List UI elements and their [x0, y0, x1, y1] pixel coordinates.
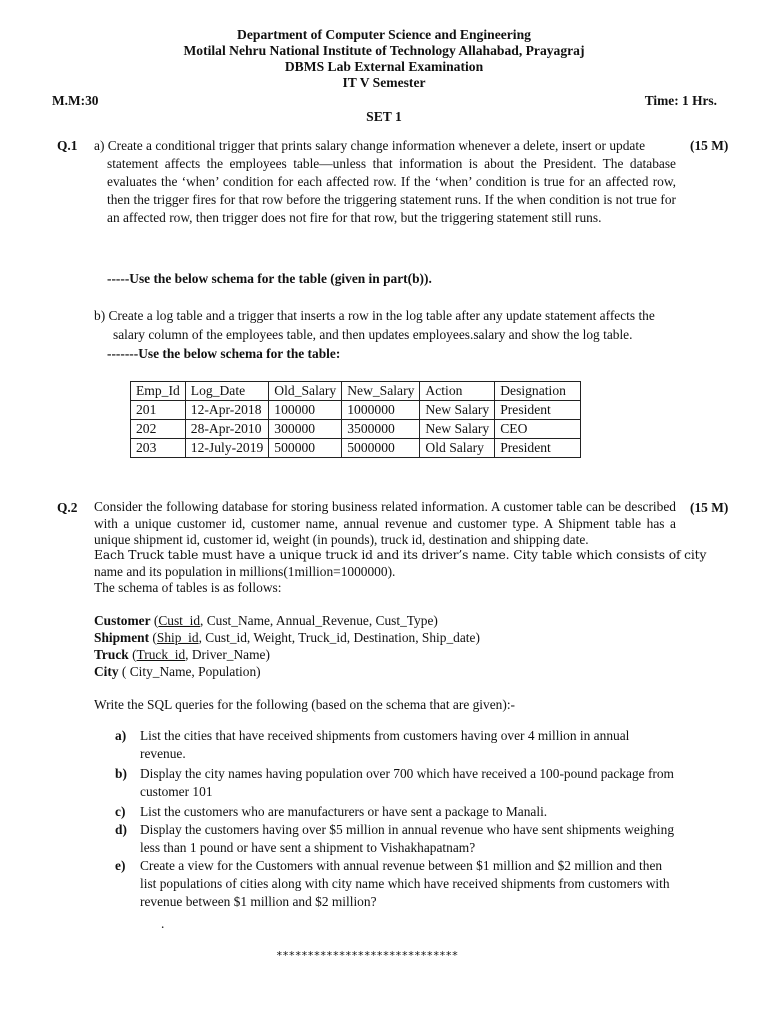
truck-key: Truck_id — [136, 647, 186, 662]
semester-title: IT V Semester — [342, 75, 426, 90]
query-list — [115, 727, 675, 911]
table-cell: 201 — [131, 401, 186, 420]
query-text: Display the customers having over $5 million in annual revenue who have sent shipments weighing less than 1 pound or have sent a shipment to Vishakhapatnam? — [140, 822, 675, 855]
table-cell: 12-Apr-2018 — [185, 401, 269, 420]
table-cell: CEO — [495, 420, 581, 439]
customer-key: Cust_id — [158, 613, 201, 628]
city-schema — [94, 663, 261, 680]
log-table — [130, 381, 581, 458]
query-text: Display the city names having population over 700 which have received a 100-pound package from customer 101 — [140, 766, 674, 799]
q1-part-b-first-line: b) Create a log table and a trigger that inserts a row in the log table after any update statement affects the — [94, 308, 655, 323]
table-cell: 203 — [131, 439, 186, 458]
list-item — [115, 765, 675, 801]
set-label: SET 1 — [366, 109, 402, 124]
exam-title: DBMS Lab External Examination — [284, 59, 484, 74]
table-cell: 500000 — [269, 439, 342, 458]
stray-dot: . — [161, 916, 165, 931]
time-allowed: Time: 1 Hrs. — [644, 93, 717, 108]
customer-schema: Customer (Cust_id, Cust_Name, Annual_Revenue, Cust_Type) — [94, 613, 438, 628]
q2-marks: (15 M) — [690, 500, 729, 515]
q1-part-a-text: statement affects the employees table—unless that information is about the President. The database evaluates the ‘when’ condition for each affected row. If the ‘when’ condition is true for an affected row, then the trigger fires for that row before the triggering statement runs. If the when condition is not true for an affected row, then trigger does not fire for that row, but the triggering statement still runs. — [107, 156, 676, 225]
query-label: a) — [115, 728, 127, 743]
shipment-table-name: Shipment — [94, 630, 150, 645]
list-item — [115, 803, 675, 821]
table-cell: New Salary — [420, 420, 495, 439]
q2-intro-city-line: name and its population in millions(1million=1000000). — [94, 564, 396, 579]
list-item — [115, 857, 675, 911]
q2-intro-text: Consider the following database for storing business related information. A customer table can be described with a unique customer id, customer name, annual revenue and customer type. A Shipment table has a unique shipment id, customer id, weight (in pounds), truck id, destination and shipping date. — [94, 499, 676, 547]
column-header: Emp_Id — [131, 382, 186, 401]
table-cell: 12-July-2019 — [185, 439, 269, 458]
customer-table-name: Customer — [94, 613, 151, 628]
table-cell: 28-Apr-2010 — [185, 420, 269, 439]
q2-instruction: Write the SQL queries for the following (based on the schema that are given):- — [94, 697, 515, 712]
truck-table-name: Truck — [94, 647, 129, 662]
list-item — [115, 821, 675, 857]
query-label: d) — [115, 822, 127, 837]
q2-intro-truck-line: Each Truck table must have a unique truck id and its driver’s name. City table which consists of city — [94, 548, 707, 562]
query-label: c) — [115, 804, 126, 819]
shipment-key: Ship_id — [156, 630, 199, 645]
table-cell: 5000000 — [342, 439, 420, 458]
shipment-schema: Shipment (Ship_id, Cust_id, Weight, Truck_id, Destination, Ship_date) — [94, 630, 480, 645]
query-text: List the customers who are manufacturers or have sent a package to Manali. — [140, 804, 548, 819]
q1-schema-note-b: -------Use the below schema for the table: — [107, 346, 341, 361]
customer-columns: , Cust_Name, Annual_Revenue, Cust_Type) — [200, 613, 438, 628]
table-cell: 3500000 — [342, 420, 420, 439]
department-title: Department of Computer Science and Engineering — [237, 27, 531, 42]
city-table-name: City — [94, 664, 119, 679]
table-cell: 300000 — [269, 420, 342, 439]
city-columns: ( City_Name, Population) — [118, 664, 261, 679]
q2-schema-intro: The schema of tables is as follows: — [94, 580, 282, 595]
table-cell: 100000 — [269, 401, 342, 420]
shipment-columns: , Cust_id, Weight, Truck_id, Destination, Ship_date) — [198, 630, 480, 645]
institute-title: Motilal Nehru National Institute of Technology Allahabad, Prayagraj — [183, 43, 585, 58]
column-header: Action — [420, 382, 495, 401]
log-table-header-row — [131, 382, 581, 401]
max-marks: M.M:30 — [52, 93, 99, 108]
q1-part-b-second-line: salary column of the employees table, and then updates employees.salary and show the log table. — [113, 327, 633, 342]
q1-number: Q.1 — [57, 138, 78, 153]
truck-schema: Truck (Truck_id, Driver_Name) — [94, 647, 270, 662]
column-header: Old_Salary — [269, 382, 342, 401]
q1-marks: (15 M) — [690, 138, 729, 153]
table-row — [131, 420, 581, 439]
query-text: List the cities that have received shipments from customers having over 4 million in annual revenue. — [140, 728, 630, 761]
truck-columns: , Driver_Name) — [185, 647, 270, 662]
list-item — [115, 727, 675, 763]
column-header: Log_Date — [185, 382, 269, 401]
table-cell: Old Salary — [420, 439, 495, 458]
end-of-paper-stars: ***************************** — [276, 949, 458, 962]
query-text: Create a view for the Customers with annual revenue between $1 million and $2 million and then list populations of cities along with city name which have received shipments from customers with revenue between $1 million and $2 million? — [140, 858, 670, 909]
table-cell: New Salary — [420, 401, 495, 420]
q1-schema-note-a: -----Use the below schema for the table (given in part(b)). — [107, 271, 432, 286]
table-row — [131, 401, 581, 420]
table-row — [131, 439, 581, 458]
query-label: b) — [115, 766, 127, 781]
table-cell: President — [495, 401, 581, 420]
q2-number: Q.2 — [57, 500, 78, 515]
table-cell: 1000000 — [342, 401, 420, 420]
table-cell: President — [495, 439, 581, 458]
query-label: e) — [115, 858, 126, 873]
table-cell: 202 — [131, 420, 186, 439]
column-header: New_Salary — [342, 382, 420, 401]
column-header: Designation — [495, 382, 581, 401]
q1-part-a-first-line: a) Create a conditional trigger that prints salary change information whenever a delete, insert or update — [94, 138, 646, 153]
